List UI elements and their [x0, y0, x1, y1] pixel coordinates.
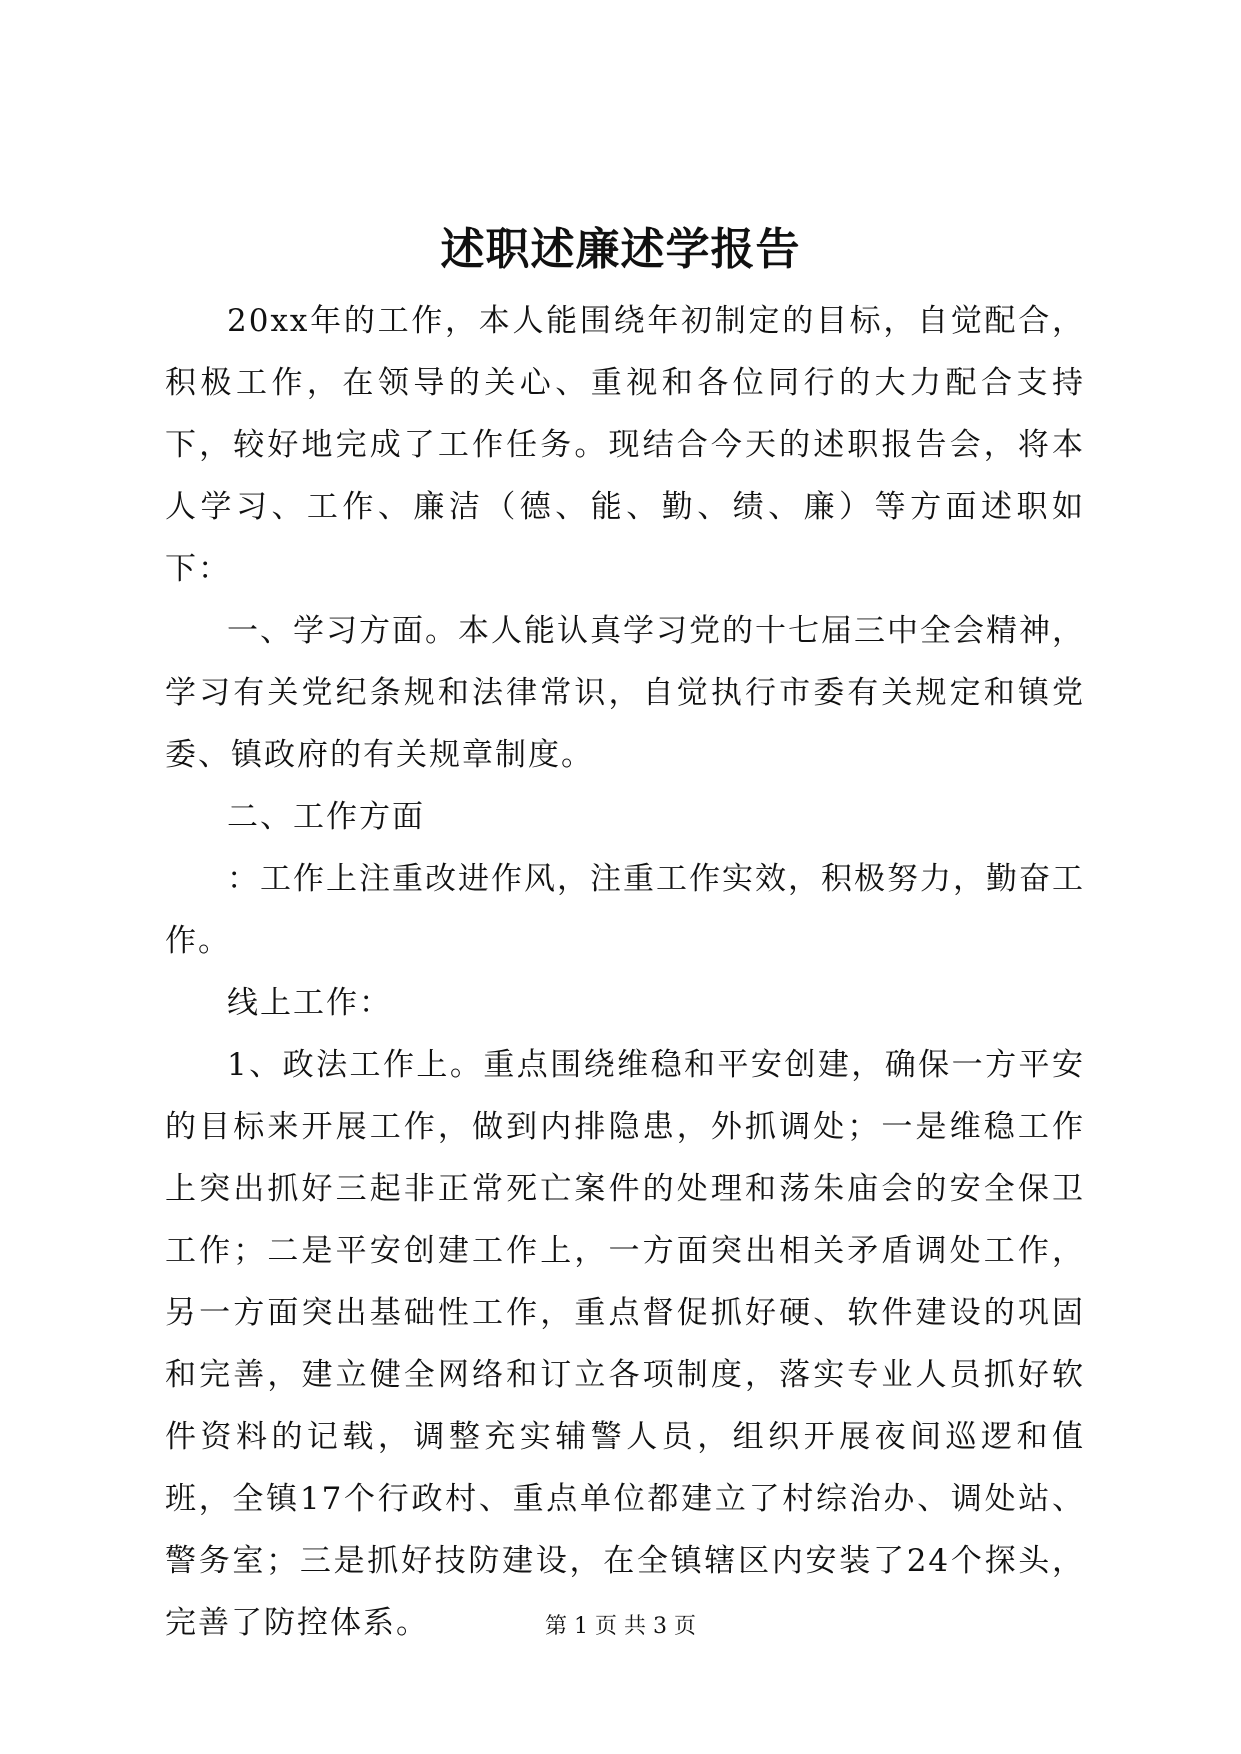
paragraph-intro: 20xx年的工作，本人能围绕年初制定的目标，自觉配合，积极工作，在领导的关心、重视和各位同行的大力配合支持下，较好地完成了工作任务。现结合今天的述职报告会，将本人学习、工作、廉洁（德、能、勤、绩、廉）等方面述职如下： [165, 303, 1085, 587]
page-footer: 第 1 页 共 3 页 [545, 1614, 696, 1639]
document-title: 述职述廉述学报告 [440, 224, 801, 275]
paragraph-study: 一、学习方面。本人能认真学习党的十七届三中全会精神，学习有关党纪条规和法律常识，自觉执行市委有关规定和镇党委、镇政府的有关规章制度。 [165, 613, 1085, 773]
paragraph-work-heading: 二、工作方面 [227, 799, 425, 835]
paragraph-political-legal: 1、政法工作上。重点围绕维稳和平安创建，确保一方平安的目标来开展工作，做到内排隐患，外抓调处；一是维稳工作上突出抓好三起非正常死亡案件的处理和荡朱庙会的安全保卫工作；二是平安创建工作上，一方面突出相关矛盾调处工作，另一方面突出基础性工作，重点督促抓好硬、软件建设的巩固和完善，建立健全网络和订立各项制度，落实专业人员抓好软件资料的记载，调整充实辅警人员，组织开展夜间巡逻和值班，全镇17个行政村、重点单位都建立了村综治办、调处站、警务室；三是抓好技防建设，在全镇辖区内安装了24个探头，完善了防控体系。 [165, 1047, 1085, 1641]
document-body [165, 290, 1085, 1654]
paragraph-work-summary: ：工作上注重改进作风，注重工作实效，积极努力，勤奋工作。 [165, 861, 1085, 959]
paragraph-line-work: 线上工作： [227, 985, 392, 1021]
